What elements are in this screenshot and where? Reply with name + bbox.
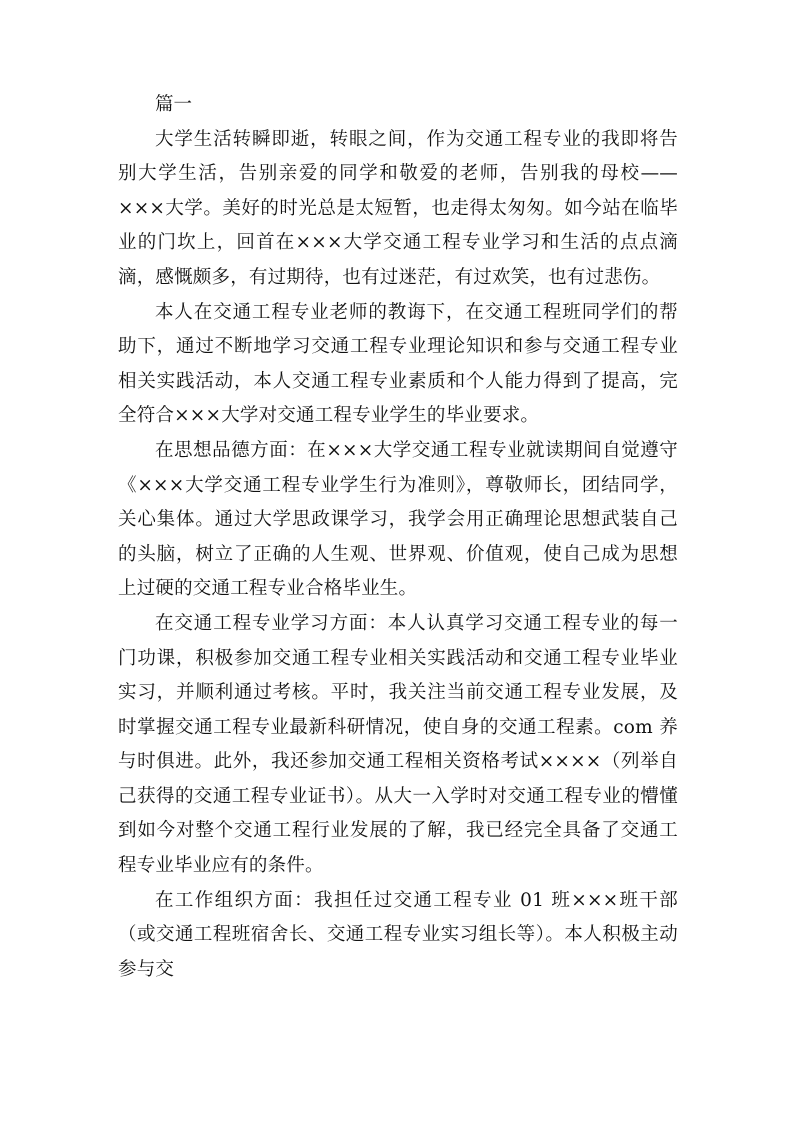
document-body (118, 88, 678, 987)
paragraph-intro: 大学生活转瞬即逝，转眼之间，作为交通工程专业的我即将告别大学生活，告别亲爱的同学和敬爱的老师，告别我的母校——×××大学。美好的时光总是太短暂，也走得太匆匆。如今站在临毕业的门坎上，回首在×××大学交通工程专业学习和生活的点点滴滴，感慨颇多，有过期待，也有过迷茫，有过欢笑，也有过悲伤。 (118, 128, 678, 288)
paragraph-morality: 在思想品德方面：在×××大学交通工程专业就读期间自觉遵守《×××大学交通工程专业学生行为准则》，尊敬师长，团结同学，关心集体。通过大学思政课学习，我学会用正确理论思想武装自己的头脑，树立了正确的人生观、世界观、价值观，使自己成为思想上过硬的交通工程专业合格毕业生。 (118, 439, 678, 600)
section-heading: 篇一 (155, 94, 193, 115)
paragraph-study: 在交通工程专业学习方面：本人认真学习交通工程专业的每一门功课，积极参加交通工程专业相关实践活动和交通工程专业毕业实习，并顺利通过考核。平时，我关注当前交通工程专业发展，及时掌握交通工程专业最新科研情况，使自身的交通工程素。com 养与时俱进。此外，我还参加交通工程相关资格考试××××（列举自己获得的交通工程专业证书）。从大一入学时对交通工程专业的懵懂到如今对整个交通工程行业发展的了解，我已经完全具备了交通工程专业毕业应有的条件。 (118, 612, 678, 877)
paragraph-work: 在工作组织方面：我担任过交通工程专业 01 班×××班干部（或交通工程班宿舍长、交通工程专业实习组长等）。本人积极主动参与交 (118, 889, 678, 980)
paragraph-summary: 本人在交通工程专业老师的教诲下，在交通工程班同学们的帮助下，通过不断地学习交通工程专业理论知识和参与交通工程专业相关实践活动，本人交通工程专业素质和个人能力得到了提高，完全符合×××大学对交通工程专业学生的毕业要求。 (118, 301, 678, 427)
